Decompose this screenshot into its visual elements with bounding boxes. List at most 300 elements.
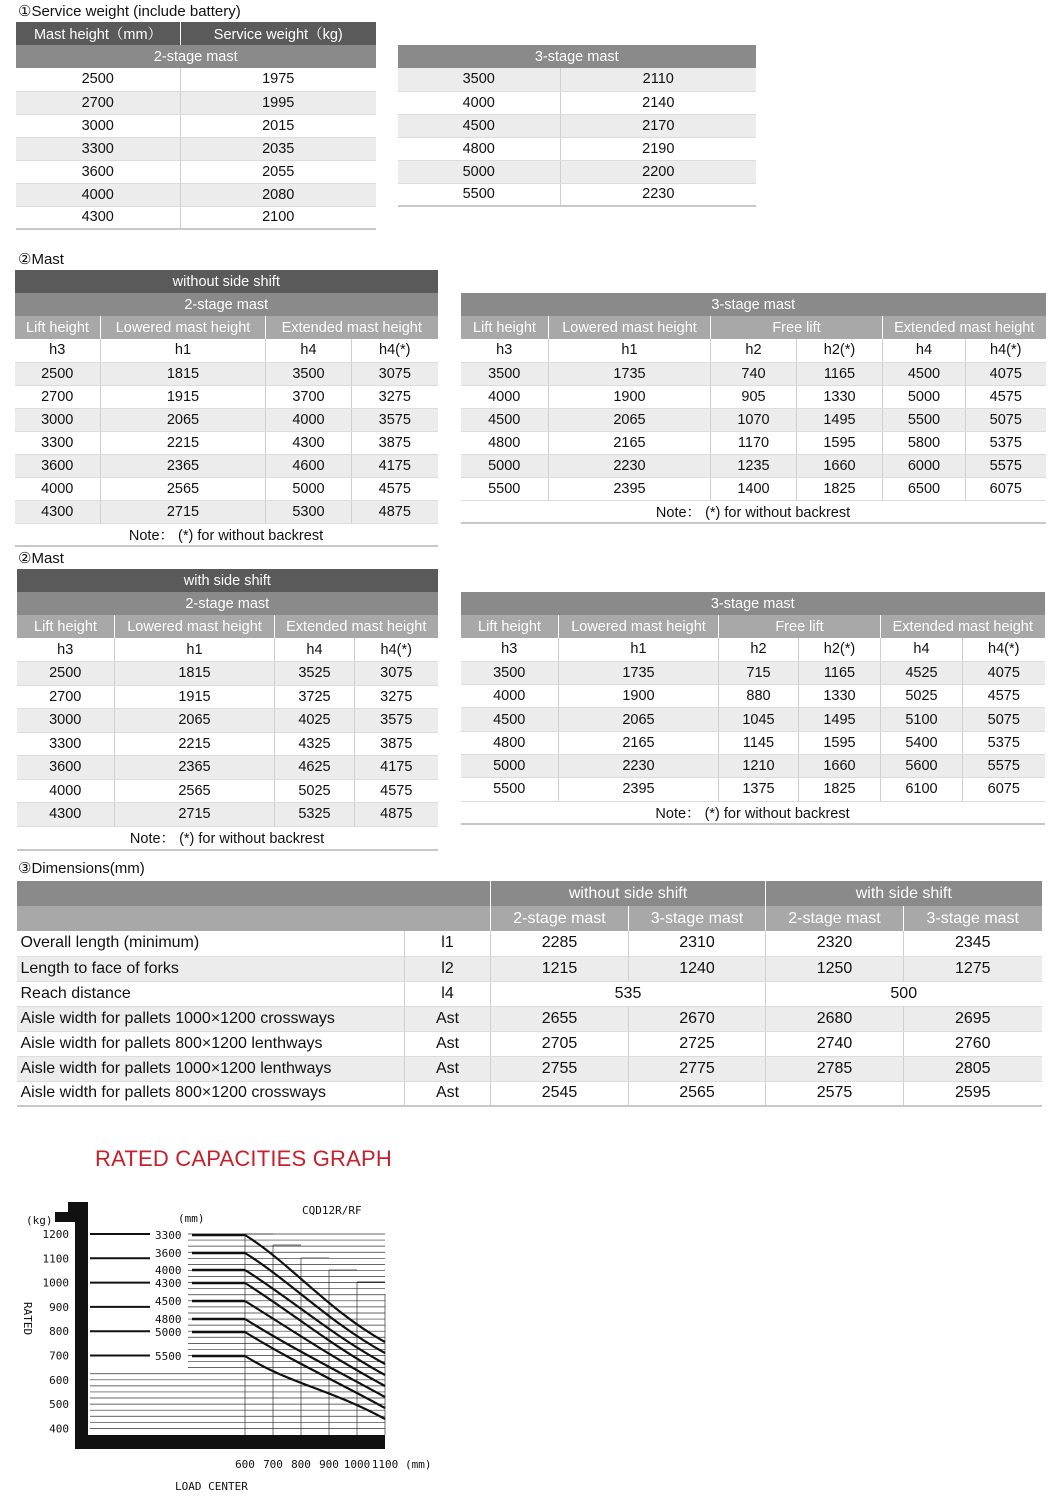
column-symbol: h4 [883,339,966,362]
table-cell: 2395 [549,477,711,500]
table-cell: 2190 [561,137,756,160]
table-row [461,731,1045,754]
header-blank [17,881,491,906]
table-cell: 5575 [963,754,1045,777]
table-cell: 1825 [797,477,883,500]
table-cell: 4175 [352,454,438,477]
table-cell: 1660 [799,754,881,777]
graph-capacity-curve [245,1270,385,1364]
group-label: with side shift [17,569,438,592]
table-cell: 2755 [491,1056,629,1081]
column-symbol: h3 [15,339,101,362]
table-cell: 2775 [629,1056,766,1081]
table-cell: 2065 [549,408,711,431]
column-symbol: h3 [461,339,549,362]
table-row [17,685,438,709]
table-cell: 3875 [355,732,438,756]
graph-y-tick: 700 [49,1349,69,1363]
table-cell: 4800 [398,137,561,160]
group-label: without side shift [491,881,766,906]
graph-x-tick: 600 [235,1458,255,1471]
table-cell: 1070 [711,408,797,431]
table-cell: 4575 [963,685,1045,708]
table-cell: 6075 [966,477,1046,500]
graph-model: CQD12R/RF [302,1204,362,1217]
table-cell: 3500 [398,68,561,91]
column-symbol: h2(*) [797,339,883,362]
table-cell: 1660 [797,454,883,477]
table-cell: 4075 [966,362,1046,385]
table-cell: 5000 [461,754,559,777]
table-cell: 3000 [15,408,101,431]
column-symbol: h4 [266,339,352,362]
section-title-service-weight: ①Service weight (include battery) [18,3,241,20]
table-cell: 4075 [963,661,1045,684]
table-cell: 2715 [115,803,275,827]
header-row [461,592,1045,615]
table-cell: 4000 [17,779,115,803]
dimension-symbol: Ast [405,1056,491,1081]
table-cell: 2565 [115,779,275,803]
table-cell: 3600 [15,454,101,477]
column-header: 2-stage mast [766,906,904,931]
table-cell: 3300 [17,732,115,756]
table-cell: 1900 [549,385,711,408]
table-cell: 2565 [629,1081,766,1106]
table-cell: 4000 [461,385,549,408]
table-cell: 2805 [904,1056,1042,1081]
header-row [461,316,1046,339]
table-cell: 2680 [766,1006,904,1031]
subheader-row [461,638,1045,661]
table-cell: 2165 [559,731,719,754]
graph-x-tick: 900 [319,1458,339,1471]
note-text: Note： (*) for without backrest [15,523,438,546]
graph-title: RATED CAPACITIES GRAPH [95,1146,392,1171]
table-cell: 1170 [711,431,797,454]
header-row [16,45,376,68]
column-header: Extended mast height [275,615,438,638]
table-cell: 5375 [966,431,1046,454]
note-row [15,523,438,546]
table-cell: 2080 [181,183,376,206]
table-row [17,931,1042,956]
table-cell: 2725 [629,1031,766,1056]
table-cell: 5075 [963,708,1045,731]
table-cell: 2365 [101,454,266,477]
table-cell: 1330 [797,385,883,408]
table-cell: 2065 [115,709,275,733]
column-symbol: h4 [275,638,355,662]
table-cell: 880 [719,685,799,708]
column-header: Extended mast height [266,316,438,339]
table-cell: 3075 [355,662,438,686]
table-cell: 4025 [275,709,355,733]
table-cell: 3525 [275,662,355,686]
graph-lift-height-label: 4800 [155,1313,182,1326]
section-title-mast-shift: ②Mast [18,550,64,567]
column-header: Service weight（kg) [181,22,376,45]
table-cell: 5000 [883,385,966,408]
table-cell: 4175 [355,756,438,780]
table-cell: 1145 [719,731,799,754]
graph-y-tick: 1000 [42,1276,69,1290]
table-cell: 3875 [352,431,438,454]
table-row [17,1006,1042,1031]
column-symbol: h1 [549,339,711,362]
table-cell: 3725 [275,685,355,709]
table-cell: 2700 [16,91,181,114]
table-cell: 2785 [766,1056,904,1081]
dimension-symbol: Ast [405,1006,491,1031]
column-header: Free lift [719,615,881,638]
table-cell: 1275 [904,956,1042,981]
table-row [17,662,438,686]
column-header: Lift height [461,316,549,339]
table-cell: 4875 [355,803,438,827]
dimension-label: Overall length (minimum) [17,931,405,956]
column-symbol: h2(*) [799,638,881,661]
table-cell: 3575 [355,709,438,733]
column-header: Extended mast height [883,316,1046,339]
table-cell: 1915 [101,385,266,408]
graph-y-tick: 600 [49,1373,69,1387]
graph-capacity-curve [245,1253,385,1353]
dimension-label: Aisle width for pallets 800×1200 crossways [17,1081,405,1106]
table-cell: 2065 [559,708,719,731]
stage-label: 2-stage mast [16,45,376,68]
table-cell: 5500 [883,408,966,431]
header-row [15,316,438,339]
table-row [17,1031,1042,1056]
table-cell: 2500 [16,68,181,91]
table-cell: 5600 [881,754,963,777]
note-row [17,826,438,850]
note-row [461,801,1045,824]
table-cell: 1165 [797,362,883,385]
table-row [461,362,1046,385]
table-cell: 2545 [491,1081,629,1106]
table-row [15,454,438,477]
table-row [15,477,438,500]
table-row [461,754,1045,777]
note-text: Note： (*) for without backrest [461,801,1045,824]
table-cell: 6075 [963,778,1045,801]
table-row [461,685,1045,708]
note-row [461,500,1046,523]
column-header: Lowered mast height [101,316,266,339]
table-cell: 2715 [101,500,266,523]
header-row [398,45,756,68]
header-row [17,569,438,592]
note-text: Note： (*) for without backrest [461,500,1046,523]
section-title-dimensions: ③Dimensions(mm) [18,860,145,877]
table-cell: 1735 [559,661,719,684]
table-cell: 1915 [115,685,275,709]
table-cell: 5000 [266,477,352,500]
table-cell: 4300 [17,803,115,827]
table-cell: 3600 [17,756,115,780]
table-row [461,385,1046,408]
table-cell: 2395 [559,778,719,801]
mast-shift-3stage-table [460,592,1045,825]
table-row [461,477,1046,500]
table-cell: 6500 [883,477,966,500]
column-symbol: h4 [881,638,963,661]
table-cell: 6100 [881,778,963,801]
column-symbol: h4(*) [355,638,438,662]
mast-no-shift-2stage-table [14,270,438,547]
table-row [17,1056,1042,1081]
table-cell: 2055 [181,160,376,183]
table-cell: 1495 [799,708,881,731]
table-cell: 2065 [101,408,266,431]
graph-x-tick: 700 [263,1458,283,1471]
graph-y-tick: 900 [49,1300,69,1314]
table-row [16,91,376,114]
table-cell: 4300 [15,500,101,523]
column-header: Lowered mast height [549,316,711,339]
table-cell: 2100 [181,206,376,229]
graph-y-tick: 800 [49,1325,69,1339]
table-cell: 3075 [352,362,438,385]
dimension-symbol: l1 [405,931,491,956]
table-cell: 1375 [719,778,799,801]
table-cell: 1975 [181,68,376,91]
mast-shift-2stage-table [16,569,438,851]
table-cell: 5000 [461,454,549,477]
table-cell: 4000 [461,685,559,708]
table-row [461,708,1045,731]
column-symbol: h4(*) [352,339,438,362]
column-symbol: h1 [115,638,275,662]
column-symbol: h2 [719,638,799,661]
header-row [17,615,438,638]
graph-lift-height-label: 3300 [155,1229,182,1242]
table-cell: 2700 [15,385,101,408]
table-row [461,454,1046,477]
table-cell: 3275 [352,385,438,408]
table-row [17,1081,1042,1106]
column-symbol: h1 [101,339,266,362]
column-header: Lowered mast height [115,615,275,638]
graph-x-tick: 1100 [371,1458,399,1471]
table-cell: 4300 [16,206,181,229]
table-cell: 1045 [719,708,799,731]
table-cell: 4500 [461,408,549,431]
table-cell: 6000 [883,454,966,477]
header-row [461,293,1046,316]
table-row [17,803,438,827]
table-cell: 4000 [15,477,101,500]
dimension-symbol: Ast [405,1081,491,1106]
table-cell: 3700 [266,385,352,408]
table-row [16,183,376,206]
table-cell: 5375 [963,731,1045,754]
table-cell: 4800 [461,431,549,454]
graph-lift-height-label: 3600 [155,1247,182,1260]
table-cell: 2215 [101,431,266,454]
table-cell: 5100 [881,708,963,731]
column-header: Extended mast height [881,615,1045,638]
header-row [17,881,1042,906]
service-weight-3stage-table [397,45,756,207]
graph-capacity-curve [245,1356,385,1419]
graph-lift-height-label: 5500 [155,1350,182,1363]
table-cell: 5575 [966,454,1046,477]
graph-y-tick: 500 [49,1398,69,1412]
graph-x-label: LOAD CENTER [175,1480,248,1493]
table-cell: 2310 [629,931,766,956]
table-row [16,68,376,91]
table-cell: 1815 [101,362,266,385]
header-row [461,615,1045,638]
header-row [15,293,438,316]
table-cell: 5325 [275,803,355,827]
column-header: Lift height [15,316,101,339]
table-cell: 4575 [966,385,1046,408]
graph-lift-height-label: 4000 [155,1264,182,1277]
column-symbol: h4(*) [966,339,1046,362]
stage-label: 3-stage mast [461,293,1046,316]
column-header: Free lift [711,316,883,339]
table-cell: 2500 [17,662,115,686]
graph-lift-height-label: 5000 [155,1326,182,1339]
table-cell: 5025 [275,779,355,803]
table-cell: 4800 [461,731,559,754]
table-row [398,183,756,206]
table-cell: 1250 [766,956,904,981]
table-cell: 2015 [181,114,376,137]
table-cell: 2760 [904,1031,1042,1056]
table-cell: 2230 [561,183,756,206]
table-cell: 5400 [881,731,963,754]
table-row [16,160,376,183]
table-cell: 5000 [398,160,561,183]
column-symbol: h1 [559,638,719,661]
graph-y-tick: 1100 [42,1252,69,1266]
graph-y-label: RATED [21,1302,34,1336]
table-cell: 2215 [115,732,275,756]
table-cell: 3000 [16,114,181,137]
table-row [398,68,756,91]
table-row [398,137,756,160]
table-cell: 3300 [16,137,181,160]
table-cell: 2320 [766,931,904,956]
table-cell: 2595 [904,1081,1042,1106]
table-row [15,408,438,431]
table-cell: 4525 [881,661,963,684]
table-cell: 1735 [549,362,711,385]
note-text: Note： (*) for without backrest [17,826,438,850]
dimensions-table [16,881,1042,1107]
header-row [16,22,376,45]
table-row [17,709,438,733]
table-cell: 1900 [559,685,719,708]
table-cell: 4500 [398,114,561,137]
table-cell: 2230 [549,454,711,477]
table-row [461,408,1046,431]
graph-y-unit: (kg) [26,1214,53,1227]
table-cell: 2035 [181,137,376,160]
table-cell: 4500 [461,708,559,731]
table-cell: 3000 [17,709,115,733]
table-cell: 5025 [881,685,963,708]
table-row [398,91,756,114]
table-cell: 2140 [561,91,756,114]
dimension-label: Length to face of forks [17,956,405,981]
graph-lift-height-label: 4500 [155,1295,182,1308]
table-cell: 4000 [266,408,352,431]
table-cell: 2345 [904,931,1042,956]
table-cell: 1330 [799,685,881,708]
table-cell: 4575 [355,779,438,803]
column-symbol: h3 [17,638,115,662]
group-label: without side shift [15,270,438,293]
graph-height-unit: (mm) [178,1212,205,1225]
table-cell: 3275 [355,685,438,709]
table-cell: 4575 [352,477,438,500]
table-cell: 1240 [629,956,766,981]
header-row [17,592,438,615]
table-cell: 5300 [266,500,352,523]
table-cell: 1595 [797,431,883,454]
header-row [15,270,438,293]
column-header: Lift height [17,615,115,638]
stage-label: 3-stage mast [461,592,1045,615]
dimension-label: Aisle width for pallets 1000×1200 crossways [17,1006,405,1031]
dimension-label: Aisle width for pallets 1000×1200 lenthways [17,1056,405,1081]
table-cell: 5500 [398,183,561,206]
table-cell: 1400 [711,477,797,500]
graph-x-unit: (mm) [405,1458,432,1471]
table-cell: 535 [491,981,766,1006]
table-cell: 5800 [883,431,966,454]
table-cell: 1215 [491,956,629,981]
table-cell: 4875 [352,500,438,523]
table-cell: 2740 [766,1031,904,1056]
table-cell: 5500 [461,778,559,801]
table-cell: 3500 [461,362,549,385]
table-cell: 1210 [719,754,799,777]
table-row [17,732,438,756]
table-cell: 2230 [559,754,719,777]
table-cell: 4300 [266,431,352,454]
table-row [16,137,376,160]
dimension-symbol: l4 [405,981,491,1006]
column-symbol: h4(*) [963,638,1045,661]
header-blank [17,906,491,931]
table-cell: 5075 [966,408,1046,431]
dimension-label: Aisle width for pallets 800×1200 lenthways [17,1031,405,1056]
table-cell: 3575 [352,408,438,431]
dimension-symbol: l2 [405,956,491,981]
stage-label: 2-stage mast [15,293,438,316]
table-cell: 2700 [17,685,115,709]
table-row [398,160,756,183]
table-cell: 3500 [461,661,559,684]
table-cell: 1165 [799,661,881,684]
table-cell: 2165 [549,431,711,454]
column-symbol: h2 [711,339,797,362]
table-cell: 4600 [266,454,352,477]
table-cell: 5500 [461,477,549,500]
table-cell: 2170 [561,114,756,137]
subheader-row [15,339,438,362]
table-cell: 1595 [799,731,881,754]
column-header: 3-stage mast [904,906,1042,931]
column-header: 3-stage mast [629,906,766,931]
